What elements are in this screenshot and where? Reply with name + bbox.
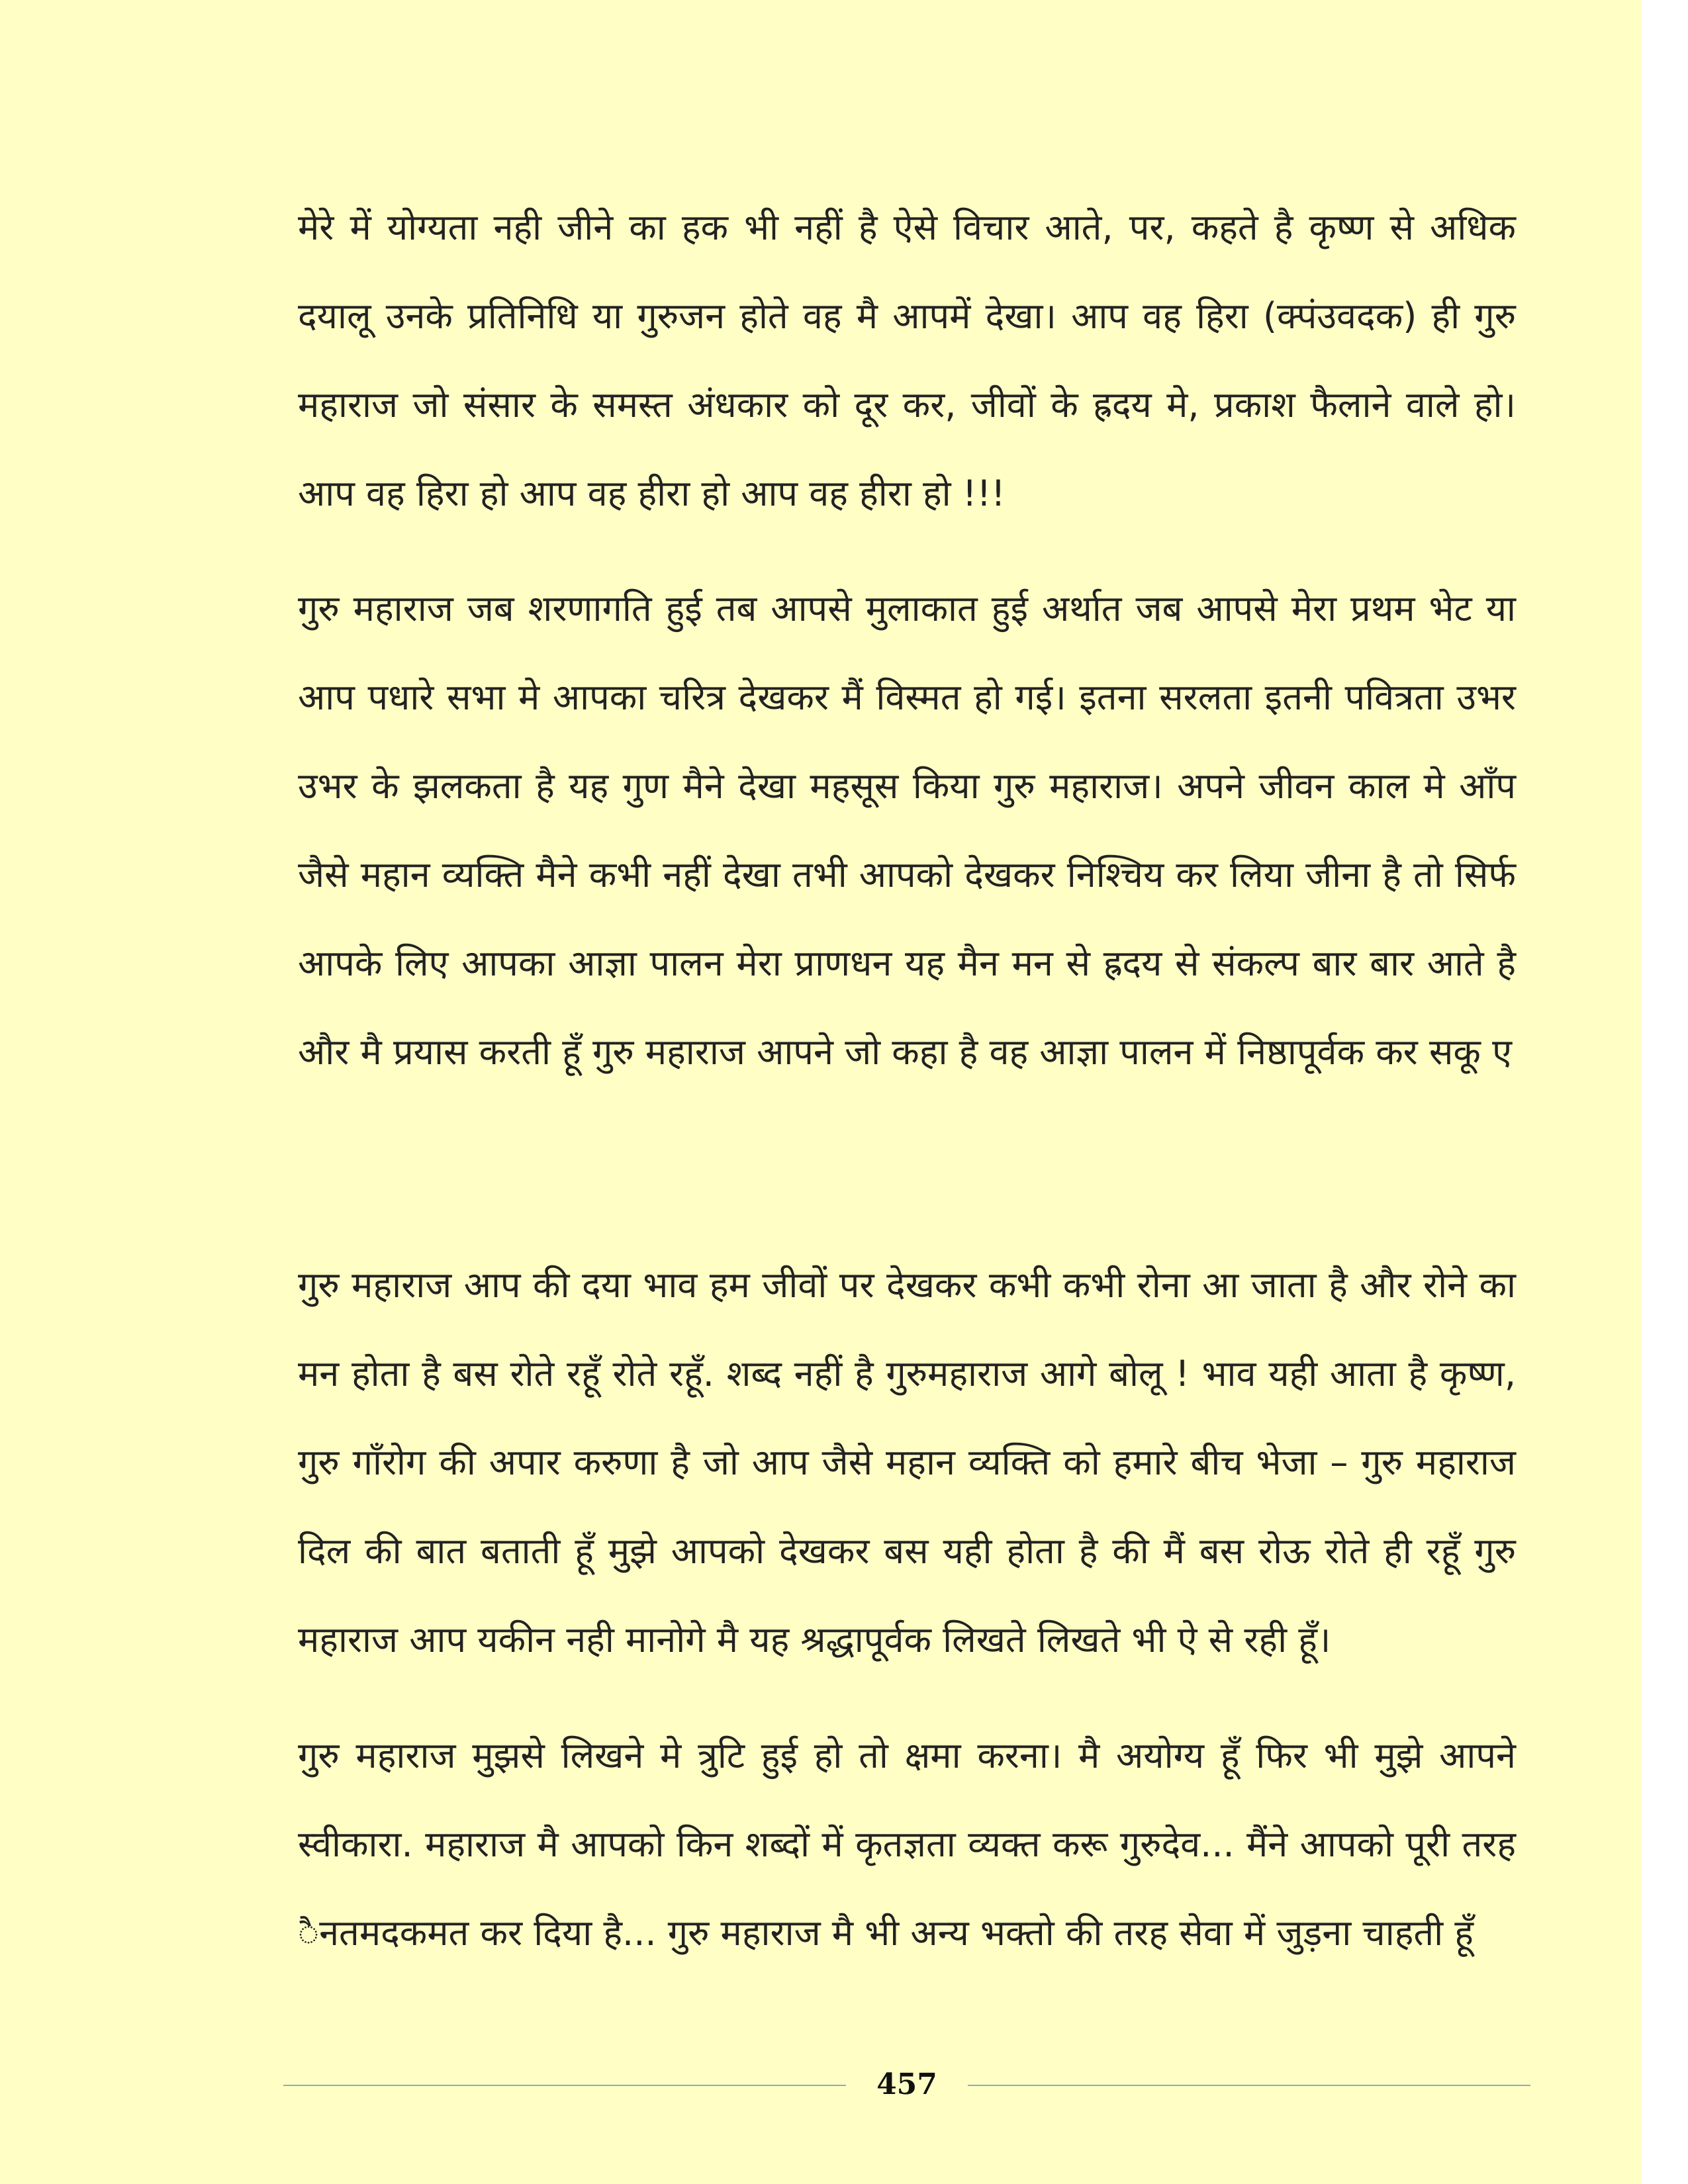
paragraph-4: गुरु महाराज मुझसे लिखने मे त्रुटि हुई हो तो क्षमा करना। मै अयोग्य हूँ फिर भी मुझे आपने स्वीकारा. महाराज मै आपको किन शब्दों में कृतज्ञता व्यक्त करू गुरुदेव... मैंने आपको पूरी तरह ैनतमदकमत कर दिया है... गुरु महाराज मै भी अन्य भक्तो की तरह सेवा में जुड़ना चाहती हूँ	[298, 1735, 1516, 1954]
paragraph-3: गुरु महाराज आप की दया भाव हम जीवों पर देखकर कभी कभी रोना आ जाता है और रोने का मन होता है बस रोते रहूँ रोते रहूँ. शब्द नहीं है गुरुमहाराज आगे बोलू ! भाव यही आता है कृष्ण, गुरु गाँरोग की अपार करुणा है जो आप जैसे महान व्यक्ति को हमारे बीच भेजा – गुरु महाराज दिल की बात बताती हूँ मुझे आपको देखकर बस यही होता है की मैं बस रोऊ रोते ही रहूँ गुरु महाराज आप यकीन नही मानोगे मै यह श्रद्धापूर्वक लिखते लिखते भी ऐ से रही हूँ।	[298, 1264, 1516, 1661]
page-number: 457	[876, 2068, 937, 2101]
paragraph-2: गुरु महाराज जब शरणागति हुई तब आपसे मुलाकात हुई अर्थात जब आपसे मेरा प्रथम भेट या आप पधारे सभा मे आपका चरित्र देखकर मैं विस्मत हो गई। इतना सरलता इतनी पवित्रता उभर उभर के झलकता है यह गुण मैने देखा महसूस किया गुरु महाराज। अपने जीवन काल मे आँप जैसे महान व्यक्ति मैने कभी नहीं देखा तभी आपको देखकर निश्चिय कर लिया जीना है तो सिर्फ आपके लिए आपका आज्ञा पालन मेरा प्राणधन यह मैन मन से ह्रदय से संकल्प बार बार आते है और मै प्रयास करती हूँ गुरु महाराज आपने जो कहा है वह आज्ञा पालन में निष्ठापूर्वक कर सकू ए	[298, 588, 1516, 1073]
paragraph-1: मेरे में योग्यता नही जीने का हक भी नहीं है ऐसे विचार आते, पर, कहते है कृष्ण से अधिक दयालू उनके प्रतिनिधि या गुरुजन होते वह मै आपमें देखा। आप वह हिरा (क्पंउवदक) ही गुरु महाराज जो संसार के समस्त अंधकार को दूर कर, जीवों के ह्रदय मे, प्रकाश फैलाने वाले हो। आप वह हिरा हो आप वह हीरा हो आप वह हीरा हो !!!	[298, 206, 1516, 514]
footer-rule-right	[968, 2085, 1530, 2086]
footer-rule-left	[283, 2085, 846, 2086]
